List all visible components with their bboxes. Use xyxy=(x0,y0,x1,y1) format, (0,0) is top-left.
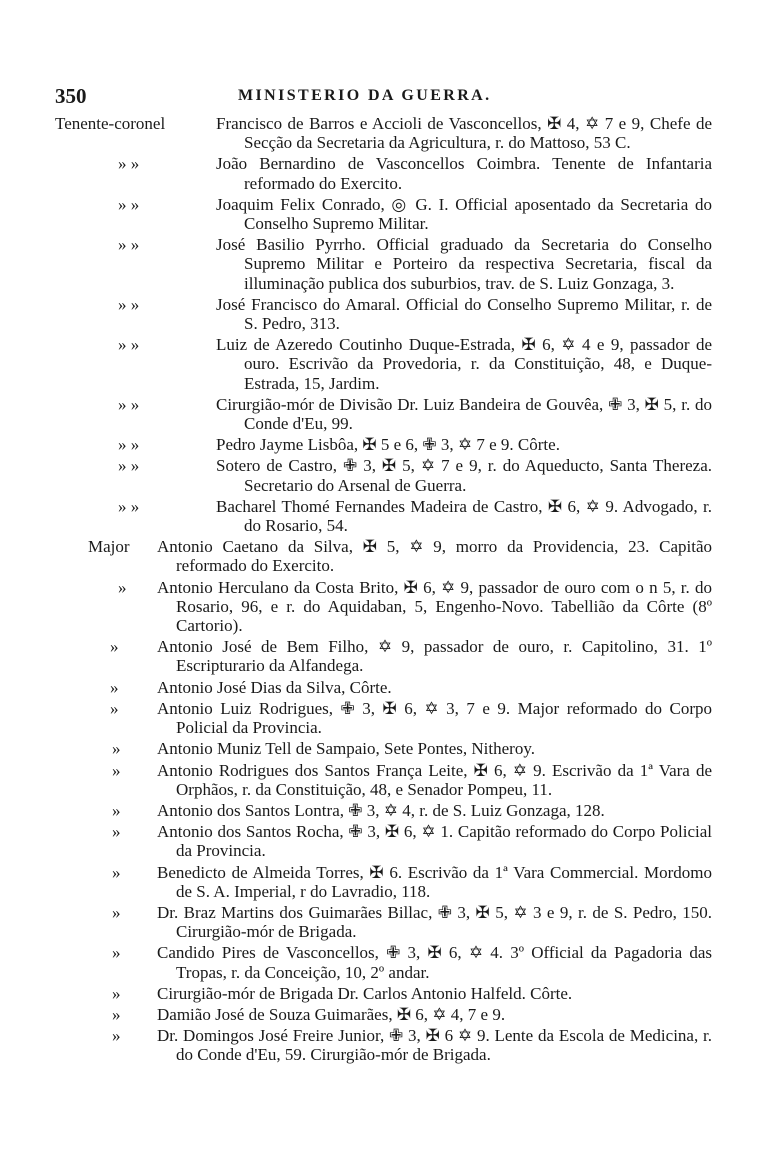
entry-rank: » » xyxy=(118,335,140,355)
entry-rank: » xyxy=(110,637,119,657)
entry-rank: » xyxy=(112,800,121,820)
page-number: 350 xyxy=(55,84,87,108)
running-title: MINISTERIO DA GUERRA. xyxy=(238,87,492,104)
list-item xyxy=(0,863,778,901)
entry-text: Antonio Rodrigues dos Santos França Leite, ✠ 6, ✡ 9. Escrivão da 1ª Vara de Orphãos, r. da Constituição, 48, e Senador Pompeu, 11. xyxy=(157,760,712,799)
entry-rank: » xyxy=(112,739,121,759)
entry-text: Dr. Domingos José Freire Junior, ✙ 3, ✠ 6 ✡ 9. Lente da Escola de Medicina, r. do Conde d'Eu, 59. Cirurgião-mór de Brigada. xyxy=(157,1026,712,1065)
list-item xyxy=(0,497,778,535)
list-item xyxy=(0,637,778,675)
list-item xyxy=(0,537,778,575)
entry-text: Dr. Braz Martins dos Guimarães Billac, ✙ 3, ✠ 5, ✡ 3 e 9, r. de S. Pedro, 150. Cirurgião-mór de Brigada. xyxy=(157,902,712,942)
entry-text: Cirurgião-mór de Brigada Dr. Carlos Antonio Halfeld. Côrte. xyxy=(157,983,573,1003)
entry-text: João Bernardino de Vasconcellos Coimbra. Tenente de Infantaria reformado do Exercito. xyxy=(216,154,712,193)
entry-text: Sotero de Castro, ✙ 3, ✠ 5, ✡ 7 e 9, r. do Aqueducto, Santa Thereza. Secretario do Arsenal de Guerra. xyxy=(216,456,712,495)
entry-rank: » xyxy=(110,698,119,718)
entry-text: Antonio Caetano da Silva, ✠ 5, ✡ 9, morro da Providencia, 23. Capitão reformado do Exercito. xyxy=(157,537,712,576)
entry-rank: » xyxy=(112,943,121,963)
list-item xyxy=(0,943,778,981)
page-header xyxy=(0,84,778,110)
list-item xyxy=(0,739,778,758)
list-item xyxy=(0,578,778,636)
entry-rank: » xyxy=(112,902,121,922)
entry-rank: » » xyxy=(118,496,140,516)
list-item xyxy=(0,235,778,293)
entry-text: Antonio Luiz Rodrigues, ✙ 3, ✠ 6, ✡ 3, 7 e 9. Major reformado do Corpo Policial da Provincia. xyxy=(157,698,712,738)
entry-rank: » xyxy=(112,822,121,842)
entry-text: Bacharel Thomé Fernandes Madeira de Castro, ✠ 6, ✡ 9. Advogado, r. do Rosario, 54. xyxy=(216,496,712,536)
entry-text: Antonio José de Bem Filho, ✡ 9, passador de ouro, r. Capitolino, 31. 1º Escripturario da Alfandega. xyxy=(157,637,712,676)
entry-text: Joaquim Felix Conrado, ◎ G. I. Official aposentado da Secretaria do Conselho Supremo Militar. xyxy=(216,194,712,234)
list-item xyxy=(0,699,778,737)
list-item xyxy=(0,801,778,820)
entry-text: Cirurgião-mór de Divisão Dr. Luiz Bandeira de Gouvêa, ✙ 3, ✠ 5, r. do Conde d'Eu, 99. xyxy=(216,394,712,434)
list-item xyxy=(0,1005,778,1024)
list-item xyxy=(0,114,778,152)
entry-rank: Major xyxy=(88,537,130,557)
list-item xyxy=(0,295,778,333)
list-item xyxy=(0,761,778,799)
entry-text: Luiz de Azeredo Coutinho Duque-Estrada, ✠ 6, ✡ 4 e 9, passador de ouro. Escrivão da Provedoria, r. da Constituição, 48, e Duque-Estrada, 15, Jardim. xyxy=(216,335,712,393)
entry-rank: » xyxy=(112,1004,121,1024)
list-item xyxy=(0,154,778,192)
entry-rank: » » xyxy=(118,435,140,455)
entry-rank: » xyxy=(118,577,127,597)
entry-text: Antonio José Dias da Silva, Côrte. xyxy=(157,677,392,697)
entry-text: José Basilio Pyrrho. Official graduado da Secretaria do Conselho Supremo Militar e Porteiro da respectiva Secretaria, fiscal da illuminação publica dos suburbios, trav. de S. Luiz Gonzaga, 3. xyxy=(216,235,712,293)
list-item xyxy=(0,435,778,454)
entry-rank: » xyxy=(112,760,121,780)
entry-text: Francisco de Barros e Accioli de Vasconcellos, ✠ 4, ✡ 7 e 9, Chefe de Secção da Secretaria da Agricultura, r. do Mattoso, 53 C. xyxy=(216,114,712,153)
entry-text: José Francisco do Amaral. Official do Conselho Supremo Militar, r. de S. Pedro, 313. xyxy=(216,294,712,334)
entry-rank: » » xyxy=(118,394,140,414)
list-item xyxy=(0,822,778,860)
list-item xyxy=(0,1026,778,1064)
entry-text: Antonio dos Santos Lontra, ✙ 3, ✡ 4, r. de S. Luiz Gonzaga, 128. xyxy=(157,800,605,820)
entry-rank: » » xyxy=(118,194,140,214)
list-item xyxy=(0,335,778,393)
entry-text: Pedro Jayme Lisbôa, ✠ 5 e 6, ✙ 3, ✡ 7 e 9. Côrte. xyxy=(216,435,560,455)
entry-rank: » xyxy=(112,983,121,1003)
list-item xyxy=(0,903,778,941)
entry-list xyxy=(0,114,778,1067)
list-item xyxy=(0,678,778,697)
entry-text: Candido Pires de Vasconcellos, ✙ 3, ✠ 6, ✡ 4. 3º Official da Pagadoria das Tropas, r. da Conceição, 10, 2º andar. xyxy=(157,943,712,982)
entry-text: Antonio dos Santos Rocha, ✙ 3, ✠ 6, ✡ 1. Capitão reformado do Corpo Policial da Provincia. xyxy=(157,822,712,861)
entry-rank: » xyxy=(112,862,121,882)
entry-rank: » » xyxy=(118,154,140,174)
list-item xyxy=(0,195,778,233)
entry-rank: Tenente-coronel xyxy=(55,114,166,133)
entry-text: Antonio Muniz Tell de Sampaio, Sete Pontes, Nitheroy. xyxy=(157,739,535,759)
entry-rank: » xyxy=(110,677,119,697)
list-item xyxy=(0,984,778,1003)
entry-rank: » xyxy=(112,1026,121,1046)
entry-text: Benedicto de Almeida Torres, ✠ 6. Escrivão da 1ª Vara Commercial. Mordomo de S. A. Imperial, r do Lavradio, 118. xyxy=(157,862,712,901)
entry-rank: » » xyxy=(118,456,140,476)
entry-text: Damião José de Souza Guimarães, ✠ 6, ✡ 4, 7 e 9. xyxy=(157,1004,506,1024)
list-item xyxy=(0,456,778,494)
entry-rank: » » xyxy=(118,294,140,314)
entry-text: Antonio Herculano da Costa Brito, ✠ 6, ✡ 9, passador de ouro com o n 5, r. do Rosario, 96, e r. do Aquidaban, 5, Engenho-Novo. Tabellião da Côrte (8º Cartorio). xyxy=(157,577,712,636)
entry-rank: » » xyxy=(118,235,140,255)
list-item xyxy=(0,395,778,433)
